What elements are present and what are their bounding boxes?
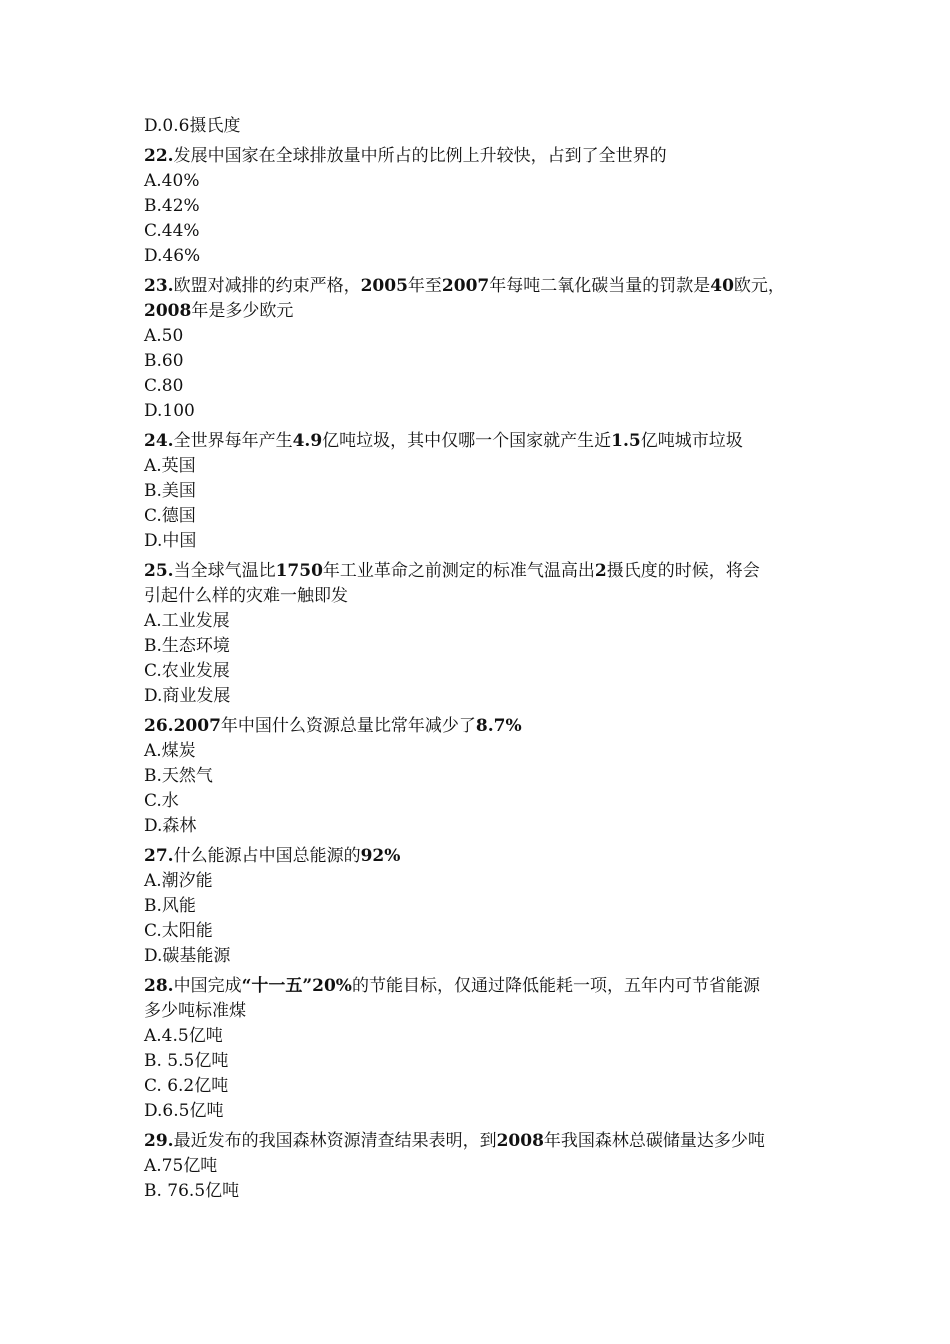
answer-option: A.75亿吨 [144,1156,218,1176]
answer-option: D.森林 [144,816,197,836]
question-text: “十一五”20% [241,976,352,996]
answer-option: D.6.5亿吨 [144,1101,224,1121]
answer-option: C.80 [144,376,184,396]
question-text: 2005 [360,276,408,296]
answer-option: A.40% [144,171,200,191]
question-stem-line [144,974,824,999]
question-text: 的节能目标，仅通过降低能耗一项，五年内可节省能源 [351,976,760,996]
answer-option: A.英国 [144,456,196,476]
question-text: 年是多少欧元 [191,301,294,321]
answer-option: B.42% [144,196,200,216]
question-text: 摄氏度的时候，将会 [606,561,760,581]
question-number: 29. [144,1131,174,1151]
question-text: 多少吨标准煤 [144,1001,246,1021]
question-stem-line [144,999,824,1024]
question-stem-line [144,844,824,869]
question-number: 22. [144,146,174,166]
question-text: 欧盟对减排的约束严格， [173,276,361,296]
question-text: 8.7% [475,716,522,736]
answer-option: C.水 [144,791,179,811]
answer-option: A.50 [144,326,184,346]
answer-option: B.风能 [144,896,196,916]
question-text: 2008 [144,301,192,321]
question-text: 年我国森林总碳储量达多少吨 [543,1131,765,1151]
document-page [144,114,824,1204]
question-stem-line [144,299,824,324]
answer-option: C. 6.2亿吨 [144,1076,229,1096]
question-text: 年工业革命之前测定的标准气温高出 [322,561,595,581]
question-text: 年每吨二氧化碳当量的罚款是 [489,276,711,296]
question-22 [144,139,824,269]
question-text: 40 [710,276,734,296]
question-text: 2 [594,561,607,581]
question-27 [144,839,824,969]
question-28 [144,969,824,1124]
question-text: 中国完成 [173,976,242,996]
question-number: 28. [144,976,174,996]
question-stem-line [144,714,824,739]
answer-option: C.44% [144,221,200,241]
answer-option: B.60 [144,351,184,371]
answer-option: A.工业发展 [144,611,230,631]
question-text: 欧元， [733,276,785,296]
carry-over-option: D.0.6摄氏度 [144,116,241,136]
answer-option: A.煤炭 [144,741,196,761]
question-number: 24. [144,431,174,451]
answer-option: B.天然气 [144,766,213,786]
question-text: 92% [360,846,401,866]
question-stem-line [144,1129,824,1154]
answer-option: A.潮汐能 [144,871,213,891]
question-number: 25. [144,561,174,581]
question-23 [144,269,824,424]
question-stem-line [144,144,824,169]
question-text: 亿吨垃圾，其中仅哪一个国家就产生近 [322,431,612,451]
answer-option: C.德国 [144,506,196,526]
question-text: 引起什么样的灾难一触即发 [144,586,348,606]
answer-option: D.碳基能源 [144,946,231,966]
question-text: 全世界每年产生 [173,431,293,451]
question-number: 23. [144,276,174,296]
answer-option: A.4.5亿吨 [144,1026,223,1046]
question-24 [144,424,824,554]
question-text: 1750 [275,561,323,581]
answer-option: B.生态环境 [144,636,230,656]
question-text: 2008 [496,1131,544,1151]
question-number: 27. [144,846,174,866]
question-text: 年至 [407,276,442,296]
question-text: 最近发布的我国森林资源清查结果表明，到 [173,1131,497,1151]
question-text: 发展中国家在全球排放量中所占的比例上升较快，占到了全世界的 [173,146,667,166]
question-text: 2007 [441,276,490,296]
question-list [144,139,824,1204]
question-text: 年中国什么资源总量比常年减少了 [220,716,476,736]
answer-option: B.美国 [144,481,196,501]
answer-option: D.100 [144,401,195,421]
question-26 [144,709,824,839]
answer-option: D.46% [144,246,201,266]
question-text: 亿吨城市垃圾 [640,431,743,451]
question-29 [144,1124,824,1204]
question-text: 当全球气温比 [173,561,276,581]
answer-option: D.中国 [144,531,197,551]
answer-option: C.农业发展 [144,661,230,681]
question-number: 26. [144,716,174,736]
question-25 [144,554,824,709]
question-stem-line [144,584,824,609]
question-text: 2007 [173,716,221,736]
question-stem-line [144,559,824,584]
question-stem-line [144,274,824,299]
answer-option: B. 76.5亿吨 [144,1181,240,1201]
question-text: 1.5 [611,431,641,451]
question-text: 什么能源占中国总能源的 [173,846,361,866]
answer-option: D.商业发展 [144,686,231,706]
answer-option: B. 5.5亿吨 [144,1051,229,1071]
answer-option: C.太阳能 [144,921,213,941]
question-text: 4.9 [292,431,323,451]
question-stem-line [144,429,824,454]
